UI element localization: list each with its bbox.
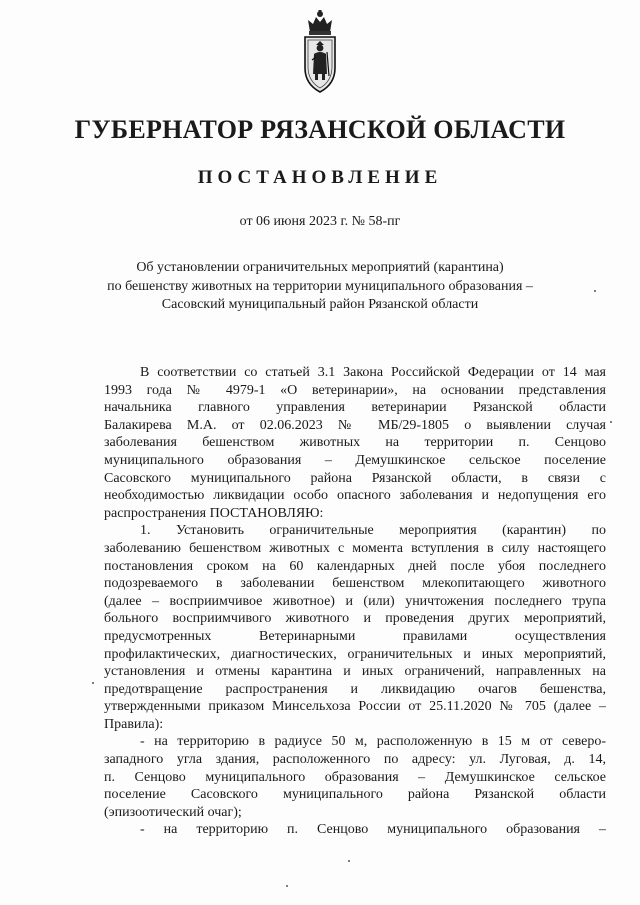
scan-speck <box>594 290 596 292</box>
body-line: предусмотренных Ветеринарными правилами осуществления <box>104 628 606 644</box>
issuing-authority: ГУБЕРНАТОР РЯЗАНСКОЙ ОБЛАСТИ <box>74 115 566 144</box>
body-line: западного угла здания, расположенного по адресу: ул. Луговая, д. 14, <box>104 752 606 768</box>
body-line: постановления сроком на 60 календарных дней после убоя последнего <box>104 558 606 574</box>
body-line: начальника главного управления ветеринарии Рязанской области <box>104 400 606 416</box>
body-line: Сасовского муниципального района Рязанской области, в связи с <box>104 470 606 486</box>
subject-line: Об установлении ограничительных мероприятий (карантина) <box>136 260 504 275</box>
body-line: п. Сенцово муниципального образования – Демушкинское сельское <box>104 769 606 785</box>
body-line: Балакирева М.А. от 02.06.2023 № МБ/29-1805 о выявлении случая <box>104 417 606 433</box>
body-line: заболеванию бешенством животных с момента вступления в силу настоящего <box>104 540 606 556</box>
body-line: 1. Установить ограничительные мероприятия (карантин) по <box>140 523 606 539</box>
body-line: установления и отмены карантина и иных ограничений, направленных на <box>104 664 606 680</box>
body-line: - на территорию в радиусе 50 м, расположенную в 15 м от северо- <box>140 734 606 750</box>
body-line: поселение Сасовского муниципального района Рязанской области <box>104 787 606 803</box>
coat-of-arms-emblem <box>297 10 343 98</box>
body-line: 1993 года № 4979-1 «О ветеринарии», на основании представления <box>104 382 606 398</box>
body-line: (далее – восприимчивое животное) и (или) уничтожения последнего трупа <box>104 593 606 609</box>
scan-speck <box>286 885 288 887</box>
subject-line: Сасовский муниципальный район Рязанской области <box>161 297 479 312</box>
body-line: подозреваемого в заболевании бешенством млекопитающего животного <box>104 576 606 592</box>
scan-speck <box>348 860 350 862</box>
subject-line: по бешенству животных на территории муниципального образования – <box>107 278 533 294</box>
body-line: профилактических, диагностических, ограничительных и иных мероприятий, <box>104 646 606 662</box>
document-subject <box>0 259 640 315</box>
body-line: больного восприимчивого животного и проведения других мероприятий, <box>104 611 606 627</box>
body-line: заболевания бешенством животных на территории п. Сенцово <box>104 435 606 451</box>
document-type: ПОСТАНОВЛЕНИЕ <box>197 167 443 188</box>
body-line: распространения ПОСТАНОВЛЯЮ: <box>104 505 324 521</box>
body-line: предотвращение распространения и ликвидацию очагов бешенства, <box>104 681 606 697</box>
document-date-number: от 06 июня 2023 г. № 58-пг <box>239 214 401 229</box>
body-line: В соответствии со статьей 3.1 Закона Российской Федерации от 14 мая <box>140 365 606 380</box>
scan-speck <box>610 421 612 423</box>
body-line: (эпизоотический очаг); <box>104 804 242 820</box>
body-line: Правила): <box>104 716 164 732</box>
body-line: муниципального образования – Демушкинское сельское поселение <box>104 452 606 468</box>
document-body <box>104 364 606 839</box>
body-line: утвержденными приказом Минсельхоза России от 25.11.2020 № 705 (далее – <box>104 699 606 715</box>
body-line: необходимостью ликвидации особо опасного заболевания и недопущения его <box>104 488 606 504</box>
scan-speck <box>92 682 94 684</box>
body-line: - на территорию п. Сенцово муниципального образования – <box>140 822 606 838</box>
